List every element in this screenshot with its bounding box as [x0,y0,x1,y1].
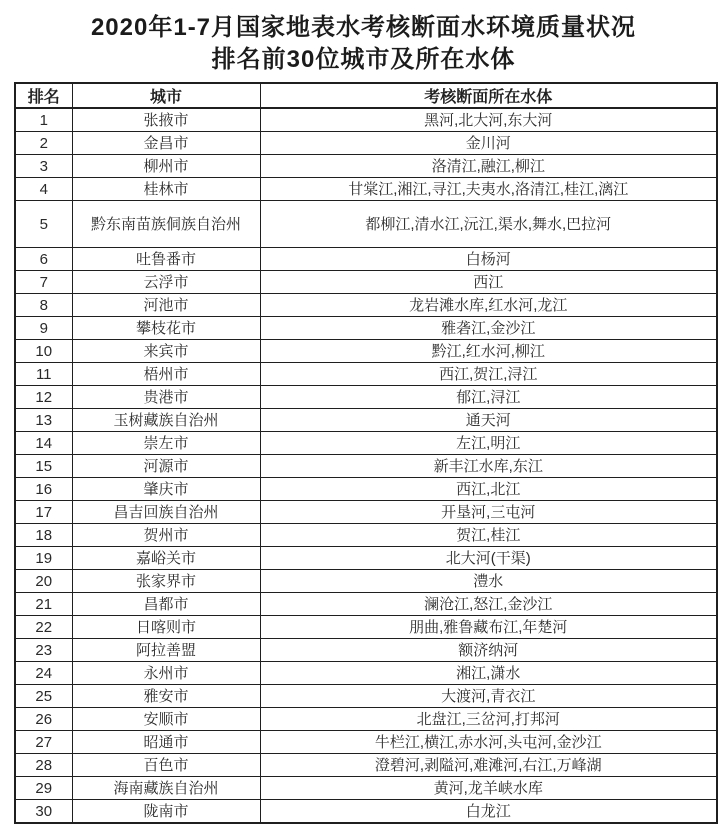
table-row [15,363,717,386]
table-row [15,132,717,155]
city-cell: 陇南市 [72,800,260,824]
rank-cell: 4 [15,178,72,201]
rank-cell: 19 [15,547,72,570]
page-title [0,11,727,76]
waters-cell: 通天河 [260,409,717,432]
header-city: 城市 [72,83,260,108]
table-row [15,501,717,524]
rank-cell: 22 [15,616,72,639]
rank-cell: 5 [15,201,72,248]
waters-cell: 澄碧河,剥隘河,难滩河,右江,万峰湖 [260,754,717,777]
rank-cell: 29 [15,777,72,800]
table-row [15,432,717,455]
table-header [15,83,717,108]
waters-cell: 白杨河 [260,248,717,271]
waters-cell: 左江,明江 [260,432,717,455]
waters-cell: 甘棠江,湘江,寻江,夫夷水,洛清江,桂江,漓江 [260,178,717,201]
city-cell: 雅安市 [72,685,260,708]
rank-cell: 8 [15,294,72,317]
city-cell: 贺州市 [72,524,260,547]
city-cell: 玉树藏族自治州 [72,409,260,432]
city-cell: 日喀则市 [72,616,260,639]
table-row [15,731,717,754]
city-cell: 云浮市 [72,271,260,294]
header-rank: 排名 [15,83,72,108]
table-row [15,662,717,685]
table-row [15,570,717,593]
city-cell: 攀枝花市 [72,317,260,340]
city-cell: 海南藏族自治州 [72,777,260,800]
table-row [15,524,717,547]
waters-cell: 黑河,北大河,东大河 [260,108,717,132]
rank-cell: 10 [15,340,72,363]
page-title-line1: 2020年1-7月国家地表水考核断面水环境质量状况 [90,14,637,41]
city-cell: 张掖市 [72,108,260,132]
rank-cell: 14 [15,432,72,455]
city-cell: 安顺市 [72,708,260,731]
table-row [15,108,717,132]
city-cell: 金昌市 [72,132,260,155]
city-cell: 河池市 [72,294,260,317]
city-cell: 昌都市 [72,593,260,616]
city-cell: 张家界市 [72,570,260,593]
city-cell: 崇左市 [72,432,260,455]
city-cell: 河源市 [72,455,260,478]
waters-cell: 贺江,桂江 [260,524,717,547]
table-row [15,201,717,248]
table-row [15,593,717,616]
city-cell: 百色市 [72,754,260,777]
rank-cell: 1 [15,108,72,132]
waters-cell: 额济纳河 [260,639,717,662]
city-cell: 永州市 [72,662,260,685]
rank-cell: 13 [15,409,72,432]
table-row [15,271,717,294]
rank-cell: 28 [15,754,72,777]
city-cell: 昭通市 [72,731,260,754]
table-row [15,340,717,363]
waters-cell: 朋曲,雅鲁藏布江,年楚河 [260,616,717,639]
waters-cell: 都柳江,清水江,沅江,渠水,舞水,巴拉河 [260,201,717,248]
waters-cell: 黔江,红水河,柳江 [260,340,717,363]
rank-cell: 30 [15,800,72,824]
rank-cell: 25 [15,685,72,708]
rank-cell: 2 [15,132,72,155]
table-row [15,478,717,501]
city-cell: 黔东南苗族侗族自治州 [72,201,260,248]
rank-cell: 6 [15,248,72,271]
rank-cell: 15 [15,455,72,478]
table-row [15,155,717,178]
rank-cell: 17 [15,501,72,524]
waters-cell: 西江,贺江,浔江 [260,363,717,386]
city-cell: 阿拉善盟 [72,639,260,662]
city-cell: 梧州市 [72,363,260,386]
header-waters: 考核断面所在水体 [260,83,717,108]
waters-cell: 西江,北江 [260,478,717,501]
rank-cell: 20 [15,570,72,593]
rank-cell: 12 [15,386,72,409]
city-cell: 昌吉回族自治州 [72,501,260,524]
waters-cell: 黄河,龙羊峡水库 [260,777,717,800]
rank-cell: 11 [15,363,72,386]
rank-cell: 26 [15,708,72,731]
waters-cell: 大渡河,青衣江 [260,685,717,708]
rank-cell: 21 [15,593,72,616]
table-row [15,800,717,824]
rank-cell: 7 [15,271,72,294]
city-cell: 柳州市 [72,155,260,178]
waters-cell: 澜沧江,怒江,金沙江 [260,593,717,616]
rank-cell: 23 [15,639,72,662]
city-cell: 贵港市 [72,386,260,409]
rank-cell: 3 [15,155,72,178]
table-row [15,294,717,317]
waters-cell: 郁江,浔江 [260,386,717,409]
table-row [15,777,717,800]
rank-cell: 18 [15,524,72,547]
table-row [15,386,717,409]
waters-cell: 金川河 [260,132,717,155]
table-row [15,754,717,777]
table-row [15,708,717,731]
waters-cell: 洛清江,融江,柳江 [260,155,717,178]
waters-cell: 西江 [260,271,717,294]
waters-cell: 开垦河,三屯河 [260,501,717,524]
table-row [15,317,717,340]
table-body [15,108,717,823]
city-cell: 肇庆市 [72,478,260,501]
rank-cell: 24 [15,662,72,685]
city-cell: 吐鲁番市 [72,248,260,271]
rank-cell: 9 [15,317,72,340]
table-row [15,616,717,639]
waters-cell: 白龙江 [260,800,717,824]
waters-cell: 澧水 [260,570,717,593]
city-cell: 来宾市 [72,340,260,363]
table-header-row [15,83,717,108]
city-cell: 桂林市 [72,178,260,201]
page-title-line2: 排名前30位城市及所在水体 [211,46,516,73]
ranking-table [14,82,718,824]
waters-cell: 北盘江,三岔河,打邦河 [260,708,717,731]
table-row [15,178,717,201]
table-row [15,547,717,570]
waters-cell: 牛栏江,横江,赤水河,头屯河,金沙江 [260,731,717,754]
table-row [15,455,717,478]
waters-cell: 新丰江水库,东江 [260,455,717,478]
waters-cell: 龙岩滩水库,红水河,龙江 [260,294,717,317]
table-row [15,639,717,662]
rank-cell: 16 [15,478,72,501]
table-row [15,248,717,271]
waters-cell: 湘江,潇水 [260,662,717,685]
table-row [15,409,717,432]
table-row [15,685,717,708]
waters-cell: 北大河(干渠) [260,547,717,570]
rank-cell: 27 [15,731,72,754]
waters-cell: 雅砻江,金沙江 [260,317,717,340]
city-cell: 嘉峪关市 [72,547,260,570]
